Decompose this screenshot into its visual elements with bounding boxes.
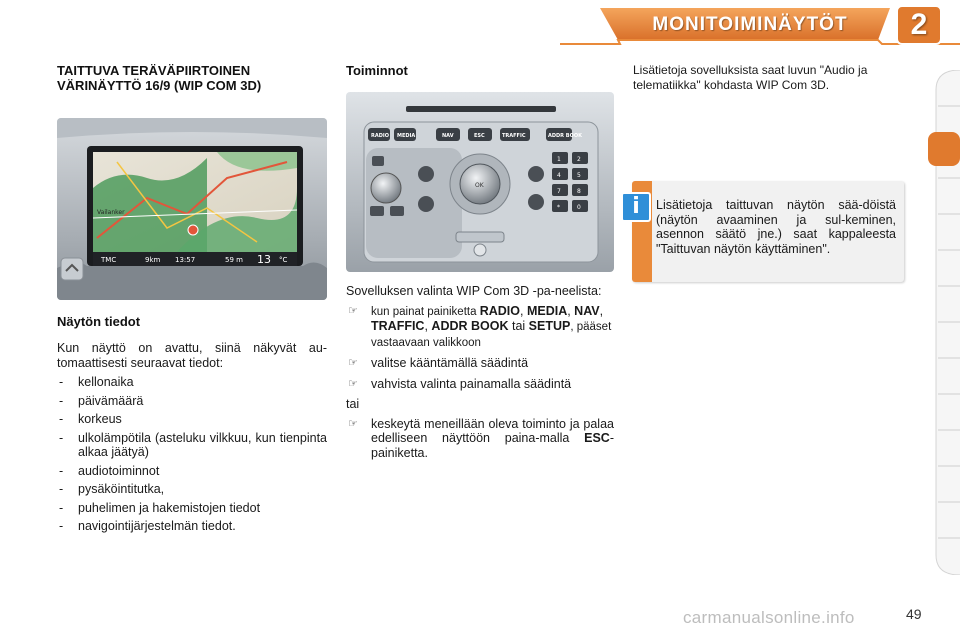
panel-key-7: 7 — [557, 188, 561, 195]
panel-media-label: MEDIA — [397, 133, 416, 139]
or-text: tai — [346, 397, 360, 411]
steps-list-alt — [346, 417, 614, 461]
panel-key-4: 4 — [557, 172, 561, 179]
panel-esc-label: ESC — [474, 133, 485, 139]
panel-knob-label: OK — [475, 182, 484, 189]
list-item: - pysäköintitutka, — [57, 482, 327, 497]
left-intro: Kun näyttö on avattu, siinä näkyvät au-tomaattisesti seuraavat tiedot: — [57, 341, 327, 370]
control-panel-photo — [346, 92, 614, 272]
status-temperature-unit: °C — [279, 256, 288, 264]
middle-text — [346, 284, 614, 466]
panel-key-0: 0 — [577, 204, 581, 211]
list-item: - audiotoiminnot — [57, 464, 327, 479]
step-item: ☞ valitse kääntämällä säädintä — [348, 356, 529, 370]
middle-intro: Sovelluksen valinta WIP Com 3D -pa-neelista: — [346, 284, 602, 298]
steps-list — [346, 304, 614, 392]
info-text: Lisätietoja taittuvan näytön sää-döistä (näytön avaaminen ja sul-keminen, asennon säätö jne.) saat kappaleesta "Taittuvan näytön käyttäminen". — [656, 198, 896, 256]
list-item: - päivämäärä — [57, 394, 327, 409]
info-icon: i — [621, 192, 651, 222]
page-number: 49 — [906, 606, 922, 622]
step-item: ☞ vahvista valinta painamalla säädintä — [348, 376, 572, 391]
list-item: - puhelimen ja hakemistojen tiedot — [57, 501, 327, 516]
chapter-side-tabs — [928, 70, 960, 575]
right-note: Lisätietoja sovelluksista saat luvun "Audio ja telematiikka" kohdasta WIP Com 3D. — [633, 63, 868, 92]
panel-nav-label: NAV — [442, 133, 454, 139]
subheading-screen-info: Näytön tiedot — [57, 314, 141, 329]
watermark: carmanualsonline.info — [683, 608, 855, 627]
step-item: ☞ keskeytä meneillään oleva toiminto ja palaa edelliseen näyttöön paina-malla ESC-painiketta. — [348, 416, 614, 460]
panel-key-1: 1 — [557, 156, 561, 163]
screen-photo — [57, 118, 327, 300]
chapter-number: 2 — [910, 8, 928, 41]
list-item: - kellonaika — [57, 375, 327, 390]
panel-radio-label: RADIO — [371, 133, 389, 139]
chapter-title: MONITOIMINÄYTÖT — [652, 14, 848, 35]
list-item: - korkeus — [57, 412, 327, 427]
panel-key-8: 8 — [577, 188, 581, 195]
left-text — [57, 341, 327, 538]
list-item: - navigointijärjestelmän tiedot. — [57, 519, 327, 534]
map-label: Vailanker — [97, 209, 125, 216]
screen-info-list — [57, 375, 327, 534]
step-item: ☞ kun painat painiketta RADIO, MEDIA, NAV, TRAFFIC, ADDR BOOK tai SETUP, pääset vastaavaan valikkoon — [348, 303, 612, 349]
status-temperature: 13 — [257, 253, 271, 266]
list-item: - ulkolämpötila (asteluku vilkkuu, kun tienpinta alkaa jäätyä) — [57, 431, 327, 460]
pointing-hand-icon: ☞ — [348, 377, 358, 390]
status-altitude: 59 m — [225, 256, 243, 264]
status-time: 13:57 — [175, 256, 196, 264]
active-chapter-tab — [928, 132, 960, 166]
panel-key-2: 2 — [577, 156, 581, 163]
pointing-hand-icon: ☞ — [348, 304, 358, 317]
display-illustration — [57, 118, 327, 300]
status-distance: 9km — [145, 256, 161, 264]
left-heading: TAITTUVA TERÄVÄPIIRTOINEN VÄRINÄYTTÖ 16/9 (WIP COM 3D) — [57, 63, 262, 93]
panel-traffic-label: TRAFFIC — [502, 133, 526, 139]
pointing-hand-icon: ☞ — [348, 417, 358, 430]
middle-heading: Toiminnot — [346, 63, 408, 78]
panel-addr-book-label: ADDR BOOK — [548, 133, 582, 139]
control-panel-illustration — [346, 92, 614, 272]
panel-key-5: 5 — [577, 172, 581, 179]
pointing-hand-icon: ☞ — [348, 357, 358, 369]
panel-key-star: * — [557, 204, 560, 211]
status-tmc: TMC — [101, 256, 117, 264]
